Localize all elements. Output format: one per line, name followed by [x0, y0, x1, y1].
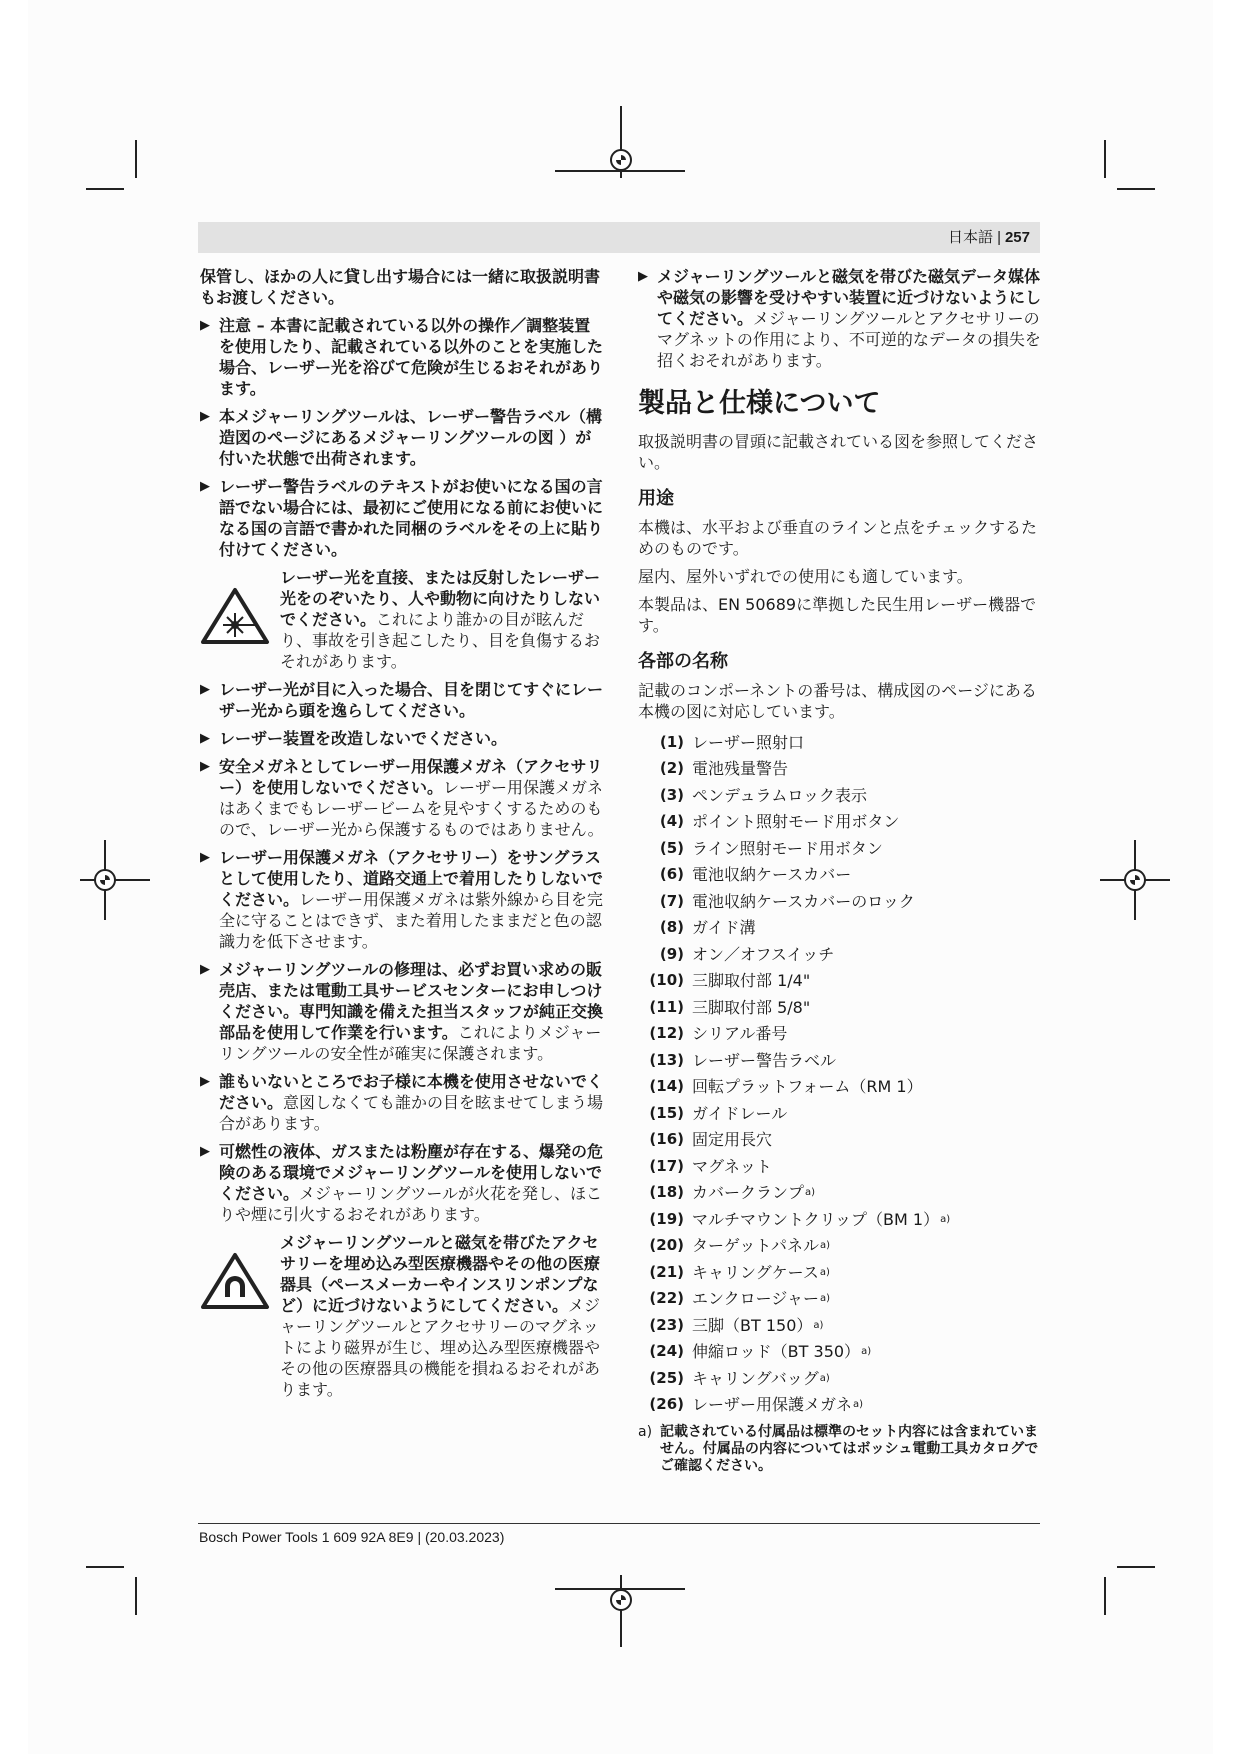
component-list-item — [638, 1392, 1043, 1419]
component-list-item — [638, 862, 1043, 889]
component-number: (14) — [649, 1077, 684, 1096]
footer-divider — [198, 1523, 1040, 1524]
component-list-item — [638, 1021, 1043, 1048]
bullet-triangle-icon: ▶ — [200, 409, 210, 424]
component-label: レーザー警告ラベル — [692, 1050, 837, 1070]
footnote-reference: a) — [861, 1346, 872, 1358]
component-list-item — [638, 1259, 1043, 1286]
component-list-item — [638, 756, 1043, 783]
crop-mark — [620, 1575, 622, 1647]
component-number: (15) — [649, 1103, 684, 1122]
safety-bullet: ▶ メジャーリングツールの修理は、必ずお買い求めの販売店、または電動工具サービスセンターにお申しつけください。専門知識を備えた担当スタッフが純正交換部品を使用して作業を行います。これによりメジャーリングツールの安全性が確実に保護されます。 — [200, 960, 604, 1063]
crop-mark — [1117, 1566, 1155, 1568]
component-number: (22) — [649, 1289, 684, 1308]
component-number: (10) — [649, 971, 684, 990]
component-list-item — [638, 835, 1043, 862]
bullet-triangle-icon: ▶ — [200, 682, 210, 697]
component-label: 電池収納ケースカバー — [692, 865, 852, 885]
safety-bullet: ▶ レーザー装置を改造しないでください。 — [200, 729, 508, 748]
component-label: ガイドレール — [692, 1103, 788, 1123]
magnet-warning-block: メジャーリングツールと磁気を帯びたアクセサリーを埋め込み型医療機器やその他の医療器具（ペースメーカーやインスリンポンプなど）に近づけないようにしてください。メジャーリングツールとアクセサリーのマグネットにより磁界が生じ、埋め込み型医療機器やその他の医療器具の機能を損ねるおそれがあります。 — [200, 1232, 605, 1400]
component-list-item — [638, 1153, 1043, 1180]
footnote-mark: a) — [638, 1424, 653, 1440]
component-number: (21) — [649, 1262, 684, 1281]
component-list-item — [638, 941, 1043, 968]
component-number: (12) — [649, 1024, 684, 1043]
component-label: 電池収納ケースカバーのロック — [692, 891, 915, 911]
bullet-triangle-icon: ▶ — [200, 1144, 210, 1159]
component-number: (16) — [649, 1130, 684, 1149]
safety-bullet: ▶ レーザー用保護メガネ（アクセサリー）をサングラスとして使用したり、道路交通上で着用したりしないでください。レーザー用保護メガネは紫外線から目を完全に守ることはできず、また着用したままだと色の認識力を低下させます。 — [200, 848, 604, 951]
footnote-reference: a) — [940, 1213, 951, 1225]
footnote-reference: a) — [819, 1266, 830, 1278]
component-list-item — [638, 888, 1043, 915]
component-list-item — [638, 1074, 1043, 1101]
footer-text: Bosch Power Tools 1 609 92A 8E9 | (20.03.2023) — [199, 1529, 505, 1545]
parts-intro: 記載のコンポーネントの番号は、構成図のページにある本機の図に対応しています。 — [638, 681, 1037, 721]
component-list — [638, 729, 1043, 1418]
safety-bullet: ▶ 本メジャーリングツールは、レーザー警告ラベル（構造図のページにあるメジャーリングツールの図 ）が付いた状態で出荷されます。 — [200, 407, 603, 468]
component-number: (23) — [649, 1315, 684, 1334]
component-label: ポイント照射モード用ボタン — [692, 812, 900, 832]
component-label: レーザー用保護メガネ — [692, 1395, 853, 1415]
safety-bullet: ▶ 可燃性の液体、ガスまたは粉塵が存在する、爆発の危険のある環境でメジャーリングツールを使用しないでください。メジャーリングツールが火花を発し、ほこりや煙に引火するおそれがあります。 — [200, 1142, 604, 1224]
bullet-triangle-icon: ▶ — [200, 759, 210, 774]
page-header — [198, 222, 1040, 253]
component-label: 三脚取付部 5/8" — [692, 997, 811, 1017]
laser-warning-icon — [200, 587, 270, 645]
footnote-reference: a) — [853, 1399, 864, 1411]
component-number: (11) — [649, 997, 684, 1016]
component-label: 回転プラットフォーム（RM 1） — [692, 1077, 923, 1097]
component-label: 伸縮ロッド（BT 350） — [692, 1342, 861, 1362]
intro-text: 保管し、ほかの人に貸し出す場合には一緒に取扱説明書もお渡しください。 — [200, 267, 601, 307]
footnote-reference: a) — [820, 1240, 831, 1252]
component-label: ペンデュラムロック表示 — [692, 785, 868, 805]
component-list-item — [638, 1286, 1043, 1313]
component-list-item — [638, 915, 1043, 942]
registration-mark-icon — [610, 1589, 632, 1611]
component-label: ガイド溝 — [692, 918, 756, 938]
component-number: (24) — [649, 1342, 684, 1361]
bullet-triangle-icon: ▶ — [200, 731, 210, 746]
crop-mark — [135, 1577, 137, 1615]
component-list-item — [638, 1100, 1043, 1127]
usage-heading: 用途 — [638, 488, 674, 509]
safety-bullet: ▶ 注意 – 本書に記載されている以外の操作／調整装置を使用したり、記載されている以外のことを実施した場合、レーザー光を浴びて危険が生じるおそれがあります。 — [200, 316, 604, 398]
component-list-item — [638, 994, 1043, 1021]
crop-mark — [86, 1566, 124, 1568]
component-label: キャリングケース — [692, 1262, 819, 1282]
component-label: ライン照射モード用ボタン — [692, 838, 883, 858]
usage-text: 屋内、屋外いずれでの使用にも適しています。 — [638, 567, 973, 586]
component-list-item — [638, 782, 1043, 809]
header-text: 日本語 | 257 — [948, 229, 1030, 246]
safety-bullet: ▶ 誰もいないところでお子様に本機を使用させないでください。意図しなくても誰かの目を眩ませてしまう場合があります。 — [200, 1072, 604, 1133]
crop-mark — [1104, 140, 1106, 178]
bullet-triangle-icon: ▶ — [638, 269, 648, 284]
component-number: (26) — [649, 1395, 684, 1414]
component-label: シリアル番号 — [692, 1024, 788, 1044]
component-label: 三脚（BT 150） — [692, 1315, 813, 1335]
crop-mark — [1104, 1577, 1106, 1615]
component-list-item — [638, 1365, 1043, 1392]
safety-bullet: ▶ メジャーリングツールと磁気を帯びた磁気データ媒体や磁気の影響を受けやすい装置に近づけないようにしてください。メジャーリングツールとアクセサリーのマグネットの作用により、不可逆的なデータの損失を招くおそれがあります。 — [638, 267, 1042, 370]
component-label: 三脚取付部 1/4" — [692, 971, 811, 991]
bullet-triangle-icon: ▶ — [200, 1074, 210, 1089]
footnote-text: 記載されている付属品は標準のセット内容には含まれていません。付属品の内容についてはボッシュ電動工具カタログでご確認ください。 — [660, 1424, 1039, 1474]
component-label: キャリングバッグ — [692, 1368, 819, 1388]
parts-heading: 各部の名称 — [638, 651, 728, 672]
component-list-item — [638, 1312, 1043, 1339]
crop-mark — [86, 188, 124, 190]
component-label: レーザー照射口 — [692, 732, 805, 752]
registration-mark-icon — [610, 149, 632, 171]
component-number: (3) — [659, 785, 684, 804]
component-number: (8) — [659, 918, 684, 937]
component-number: (1) — [659, 732, 684, 751]
component-list-item — [638, 809, 1043, 836]
footnote — [638, 1424, 1043, 1475]
laser-warning-block: レーザー光を直接、または反射したレーザー光をのぞいたり、人や動物に向けたりしないでください。これにより誰かの目が眩んだり、事故を引き起こしたり、目を負傷するおそれがあります。 — [200, 567, 605, 672]
component-list-item — [638, 1233, 1043, 1260]
section-title: 製品と仕様について — [638, 388, 881, 419]
safety-bullet: ▶ レーザー警告ラベルのテキストがお使いになる国の言語でない場合には、最初にご使用になる前にお使いになる国の言語で書かれた同梱のラベルをその上に貼り付けてください。 — [200, 477, 604, 559]
component-number: (13) — [649, 1050, 684, 1069]
component-list-item — [638, 1206, 1043, 1233]
footnote-reference: a) — [819, 1372, 830, 1384]
component-number: (5) — [659, 838, 684, 857]
usage-text: 本機は、水平および垂直のラインと点をチェックするためのものです。 — [638, 518, 1038, 558]
component-number: (18) — [649, 1183, 684, 1202]
component-number: (2) — [659, 759, 684, 778]
bullet-triangle-icon: ▶ — [200, 479, 210, 494]
registration-mark-icon — [1124, 869, 1146, 891]
component-label: オン／オフスイッチ — [692, 944, 835, 964]
component-label: マルチマウントクリップ（BM 1） — [692, 1209, 940, 1229]
right-column — [638, 266, 1043, 1475]
component-list-item — [638, 729, 1043, 756]
component-label: 電池残量警告 — [692, 759, 789, 779]
component-list-item — [638, 1047, 1043, 1074]
component-number: (6) — [659, 865, 684, 884]
component-label: ターゲットパネル — [692, 1236, 820, 1256]
registration-mark-icon — [94, 869, 116, 891]
safety-bullet: ▶ レーザー光が目に入った場合、目を閉じてすぐにレーザー光から頭を逸らしてください。 — [200, 680, 604, 720]
crop-mark — [135, 140, 137, 178]
component-list-item — [638, 1180, 1043, 1207]
component-label: エンクロージャー — [692, 1289, 820, 1309]
component-number: (7) — [659, 891, 684, 910]
crop-mark — [1117, 188, 1155, 190]
component-number: (17) — [649, 1156, 684, 1175]
component-list-item — [638, 1127, 1043, 1154]
magnet-warning-icon — [200, 1252, 270, 1310]
component-number: (4) — [659, 812, 684, 831]
page-number: 257 — [1004, 229, 1030, 246]
footnote-reference: a) — [820, 1293, 831, 1305]
bullet-triangle-icon: ▶ — [200, 850, 210, 865]
section-intro: 取扱説明書の冒頭に記載されている図を参照してください。 — [638, 432, 1039, 472]
left-column — [200, 266, 605, 1407]
header-language: 日本語 — [948, 229, 994, 246]
usage-text: 本製品は、EN 50689に準拠した民生用レーザー機器です。 — [638, 595, 1037, 635]
component-label: カバークランプ — [692, 1183, 805, 1203]
component-list-item — [638, 968, 1043, 995]
footnote-reference: a) — [813, 1319, 824, 1331]
bullet-triangle-icon: ▶ — [200, 318, 210, 333]
bullet-triangle-icon: ▶ — [200, 962, 210, 977]
component-list-item — [638, 1339, 1043, 1366]
component-number: (19) — [649, 1209, 684, 1228]
safety-bullet: ▶ 安全メガネとしてレーザー用保護メガネ（アクセサリー）を使用しないでください。レーザー用保護メガネはあくまでもレーザービームを見やすくするためのもので、レーザー光から保護するものではありません。 — [200, 757, 604, 839]
component-number: (20) — [649, 1236, 684, 1255]
component-label: マグネット — [692, 1156, 772, 1176]
component-number: (25) — [649, 1368, 684, 1387]
component-number: (9) — [659, 944, 684, 963]
footnote-reference: a) — [805, 1187, 816, 1199]
component-label: 固定用長穴 — [692, 1130, 773, 1150]
